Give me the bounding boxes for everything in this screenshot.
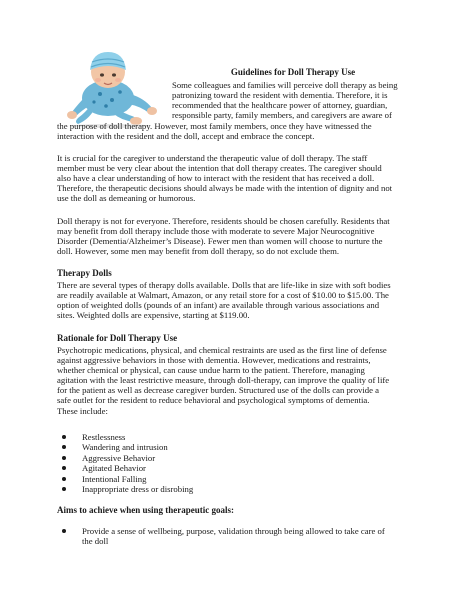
text-line: against aggressive behaviors in those with dementia. However, medications and restraints, <box>57 355 371 366</box>
list-item-text: Wandering and intrusion <box>82 442 168 453</box>
list-item <box>60 442 193 452</box>
text-line: safe outlet for the resident to reduce behavioral and psychological symptoms of dementia. <box>57 395 370 406</box>
list-item-text: Aggressive Behavior <box>82 452 156 463</box>
baby-doll-image <box>48 46 166 128</box>
page-title: Guidelines for Doll Therapy Use <box>230 67 356 77</box>
list-item <box>60 474 193 484</box>
list-item-text: Inappropriate dress or disrobing <box>82 484 194 495</box>
text-line: agitation with the least restrictive measure, through doll-therapy, can improve the quality of life <box>57 375 390 386</box>
list-item <box>60 526 385 536</box>
text-line: sites. Weighted dolls are expensive, starting at $119.00. <box>57 310 250 321</box>
text-line: use the doll as demeaning or humorous. <box>57 193 196 204</box>
caregiver-paragraph <box>57 153 392 203</box>
bullet-icon <box>62 456 66 460</box>
text-line: member must be very clear about the intention that doll therapy creates. The caregiver should <box>57 163 382 174</box>
therapy-dolls-heading: Therapy Dolls <box>57 268 112 278</box>
list-item-text: the doll <box>82 536 109 547</box>
aims-list <box>60 526 385 547</box>
rationale-paragraph <box>57 345 389 416</box>
list-item-text: Provide a sense of wellbeing, purpose, validation through being allowed to take care of <box>82 526 385 536</box>
therapy-dolls-paragraph <box>57 280 391 320</box>
text-line: responsible party, family members, and caregivers are aware of <box>172 110 392 121</box>
text-line: interaction with the resident and the doll, accept and embrace the concept. <box>57 131 315 142</box>
text-line: also have a clear understanding of how to interact with the resident that has received a doll. <box>57 173 375 184</box>
bullet-icon <box>62 435 66 439</box>
list-item-text: Restlessness <box>82 432 126 442</box>
bullet-icon <box>62 477 66 481</box>
bullet-icon <box>62 529 66 533</box>
list-item <box>60 432 193 442</box>
text-line: may benefit from doll therapy include those with moderate to severe Major Neurocognitive <box>57 226 375 237</box>
intro-paragraph-beside-image <box>172 80 398 120</box>
text-line: whether chemical or physical, can cause undue harm to the patient. Therefore, managing <box>57 365 365 376</box>
list-item-continuation <box>60 536 385 546</box>
bullet-icon <box>62 445 66 449</box>
text-line: the purpose of doll therapy. However, most family members, once they have witnessed the <box>57 121 372 131</box>
text-line: Some colleagues and families will perceive doll therapy as being <box>172 80 398 90</box>
behaviors-list <box>60 432 193 494</box>
list-item <box>60 484 193 494</box>
selection-paragraph <box>57 216 390 256</box>
text-line: recommended that the healthcare power of attorney, guardian, <box>172 100 388 111</box>
text-line: Disorder (Dementia/Alzheimer’s Disease). Fewer men than women will choose to nurture the <box>57 236 383 247</box>
text-line: Psychotropic medications, physical, and chemical restraints are used as the first line of defense <box>57 345 387 355</box>
text-line: There are several types of therapy dolls available. Dolls that are life-like in size with soft bodies <box>57 280 391 290</box>
text-line: Doll therapy is not for everyone. Therefore, residents should be chosen carefully. Residents that <box>57 216 390 226</box>
rationale-heading: Rationale for Doll Therapy Use <box>57 333 178 343</box>
text-line: are readily available at Walmart, Amazon, or any retail store for a cost of $10.00 to $15.00. The <box>57 290 389 301</box>
bullet-icon <box>62 466 66 470</box>
list-item-text: Intentional Falling <box>82 473 147 484</box>
text-line: option of weighted dolls (pounds of an infant) are available through various associations and <box>57 300 380 311</box>
text-line: doll. However, some men may benefit from doll therapy, so do not exclude them. <box>57 246 340 257</box>
list-item <box>60 453 193 463</box>
text-line: Therefore, the therapeutic decisions should always be made with the intention of dignity and not <box>57 183 393 194</box>
aims-heading: Aims to achieve when using therapeutic goals: <box>57 505 234 515</box>
list-item <box>60 463 193 473</box>
text-line: patronizing toward the resident with dementia. Therefore, it is <box>172 90 388 101</box>
list-item-text: Agitated Behavior <box>82 463 146 474</box>
text-line: for the patient as well as decrease caregiver burden. Structured use of the dolls can provide a <box>57 385 380 396</box>
text-line: It is crucial for the caregiver to understand the therapeutic value of doll therapy. The staff <box>57 153 368 163</box>
text-line: These include: <box>57 405 108 416</box>
intro-paragraph-continued <box>57 121 372 141</box>
bullet-icon <box>62 487 66 491</box>
